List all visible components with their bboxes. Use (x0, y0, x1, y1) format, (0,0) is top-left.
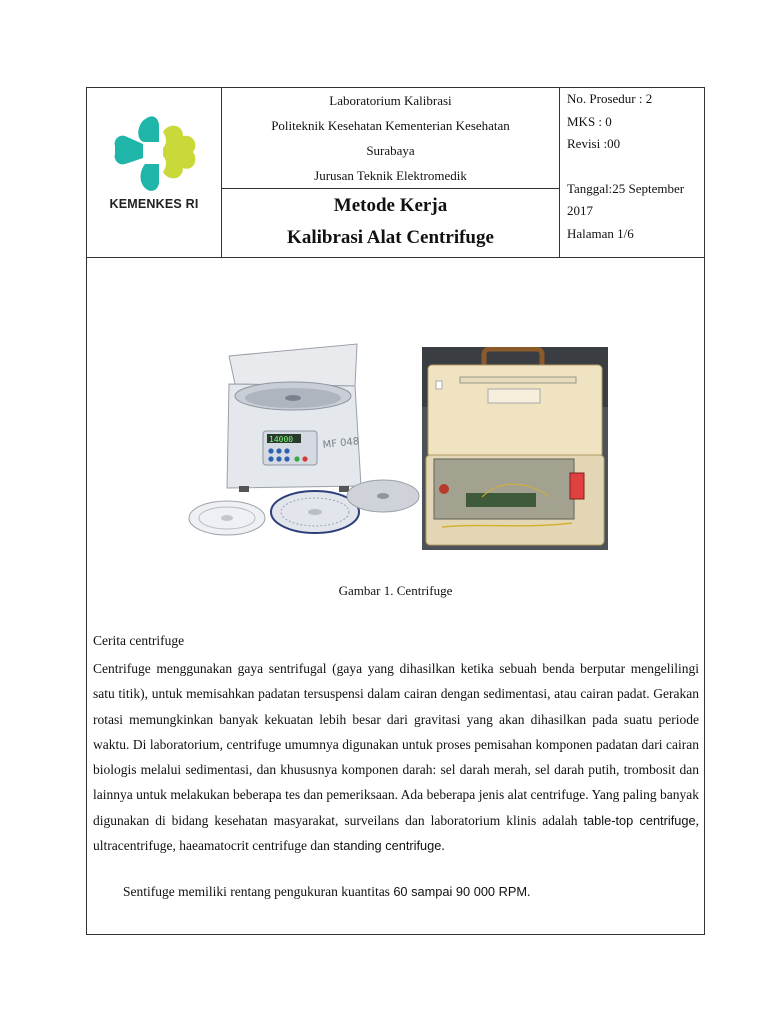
document-title: Metode Kerja (333, 195, 448, 216)
centrifuge-photo (187, 336, 422, 546)
title-cell (222, 189, 560, 257)
logo-text: KEMENKES RI (109, 197, 199, 211)
institution-line-4: Jurusan Teknik Elektromedik (314, 168, 467, 183)
date-line-1: Tanggal:25 September (567, 180, 685, 196)
term-tabletop: table-top centrifuge (583, 812, 696, 828)
hematocrit-centrifuge-photo (422, 347, 608, 550)
institution-line-2: Politeknik Kesehatan Kementerian Kesehatan (271, 118, 510, 133)
date-line-2: 2017 (567, 203, 593, 218)
paragraph-end: . (441, 838, 445, 854)
kemenkes-logo-icon (109, 112, 199, 194)
range-value: 60 sampai 90 000 RPM (393, 884, 528, 899)
mks-number: MKS : 0 (567, 113, 612, 129)
institution-line-1: Laboratorium Kalibrasi (329, 93, 452, 108)
term-standing: standing centrifuge (333, 838, 442, 854)
paragraph-separator: , ultracentrifuge, haeamatocrit centrifuge dan (93, 812, 699, 854)
institution-cell (222, 88, 560, 189)
meta-cell (560, 88, 704, 257)
main-paragraph (93, 656, 699, 858)
institution-line-3: Surabaya (366, 143, 415, 158)
figure-caption: Gambar 1. Centrifuge (338, 583, 453, 598)
page-frame (86, 87, 705, 935)
document-header (87, 88, 704, 258)
paragraph-body: Centrifuge menggunakan gaya sentrifugal (gaya yang dihasilkan ketika sebuah benda berputar mengelilingi satu titik), untuk memisahkan padatan tersuspensi dalam cairan dengan sedimentasi, atau cairan padat. Gerakan rotasi memungkinkan banyak kekuatan lebih besar dari gravitasi yang akan dihasilkan pada suatu periode waktu. Di laboratorium, centrifuge umumnya digunakan untuk proses pemisahan komponen padatan dari cairan biologis melalui sedimentasi, dan khususnya komponen darah: sel darah merah, sel darah putih, trombosit dan lainnya untuk melakukan beberapa tes dan pemeriksaan. Ada beberapa jenis alat centrifuge. Yang paling banyak digunakan di bidang kesehatan masyarakat, surveilans dan laboratorium klinis adalah (93, 661, 699, 828)
centrifuge-display: 14000 (269, 435, 294, 444)
range-suffix: . (527, 884, 531, 899)
document-body (87, 258, 704, 934)
page-number: Halaman 1/6 (567, 225, 634, 241)
document-subtitle: Kalibrasi Alat Centrifuge (287, 227, 494, 248)
centrifuge-model-label: MF 048 (322, 436, 360, 451)
section-heading: Cerita centrifuge (93, 633, 185, 648)
procedure-number: No. Prosedur : 2 (567, 91, 653, 106)
logo-cell (87, 88, 222, 257)
revision-number: Revisi :00 (567, 136, 621, 151)
range-paragraph (93, 884, 699, 900)
range-prefix: Sentifuge memiliki rentang pengukuran kuantitas (123, 884, 394, 899)
